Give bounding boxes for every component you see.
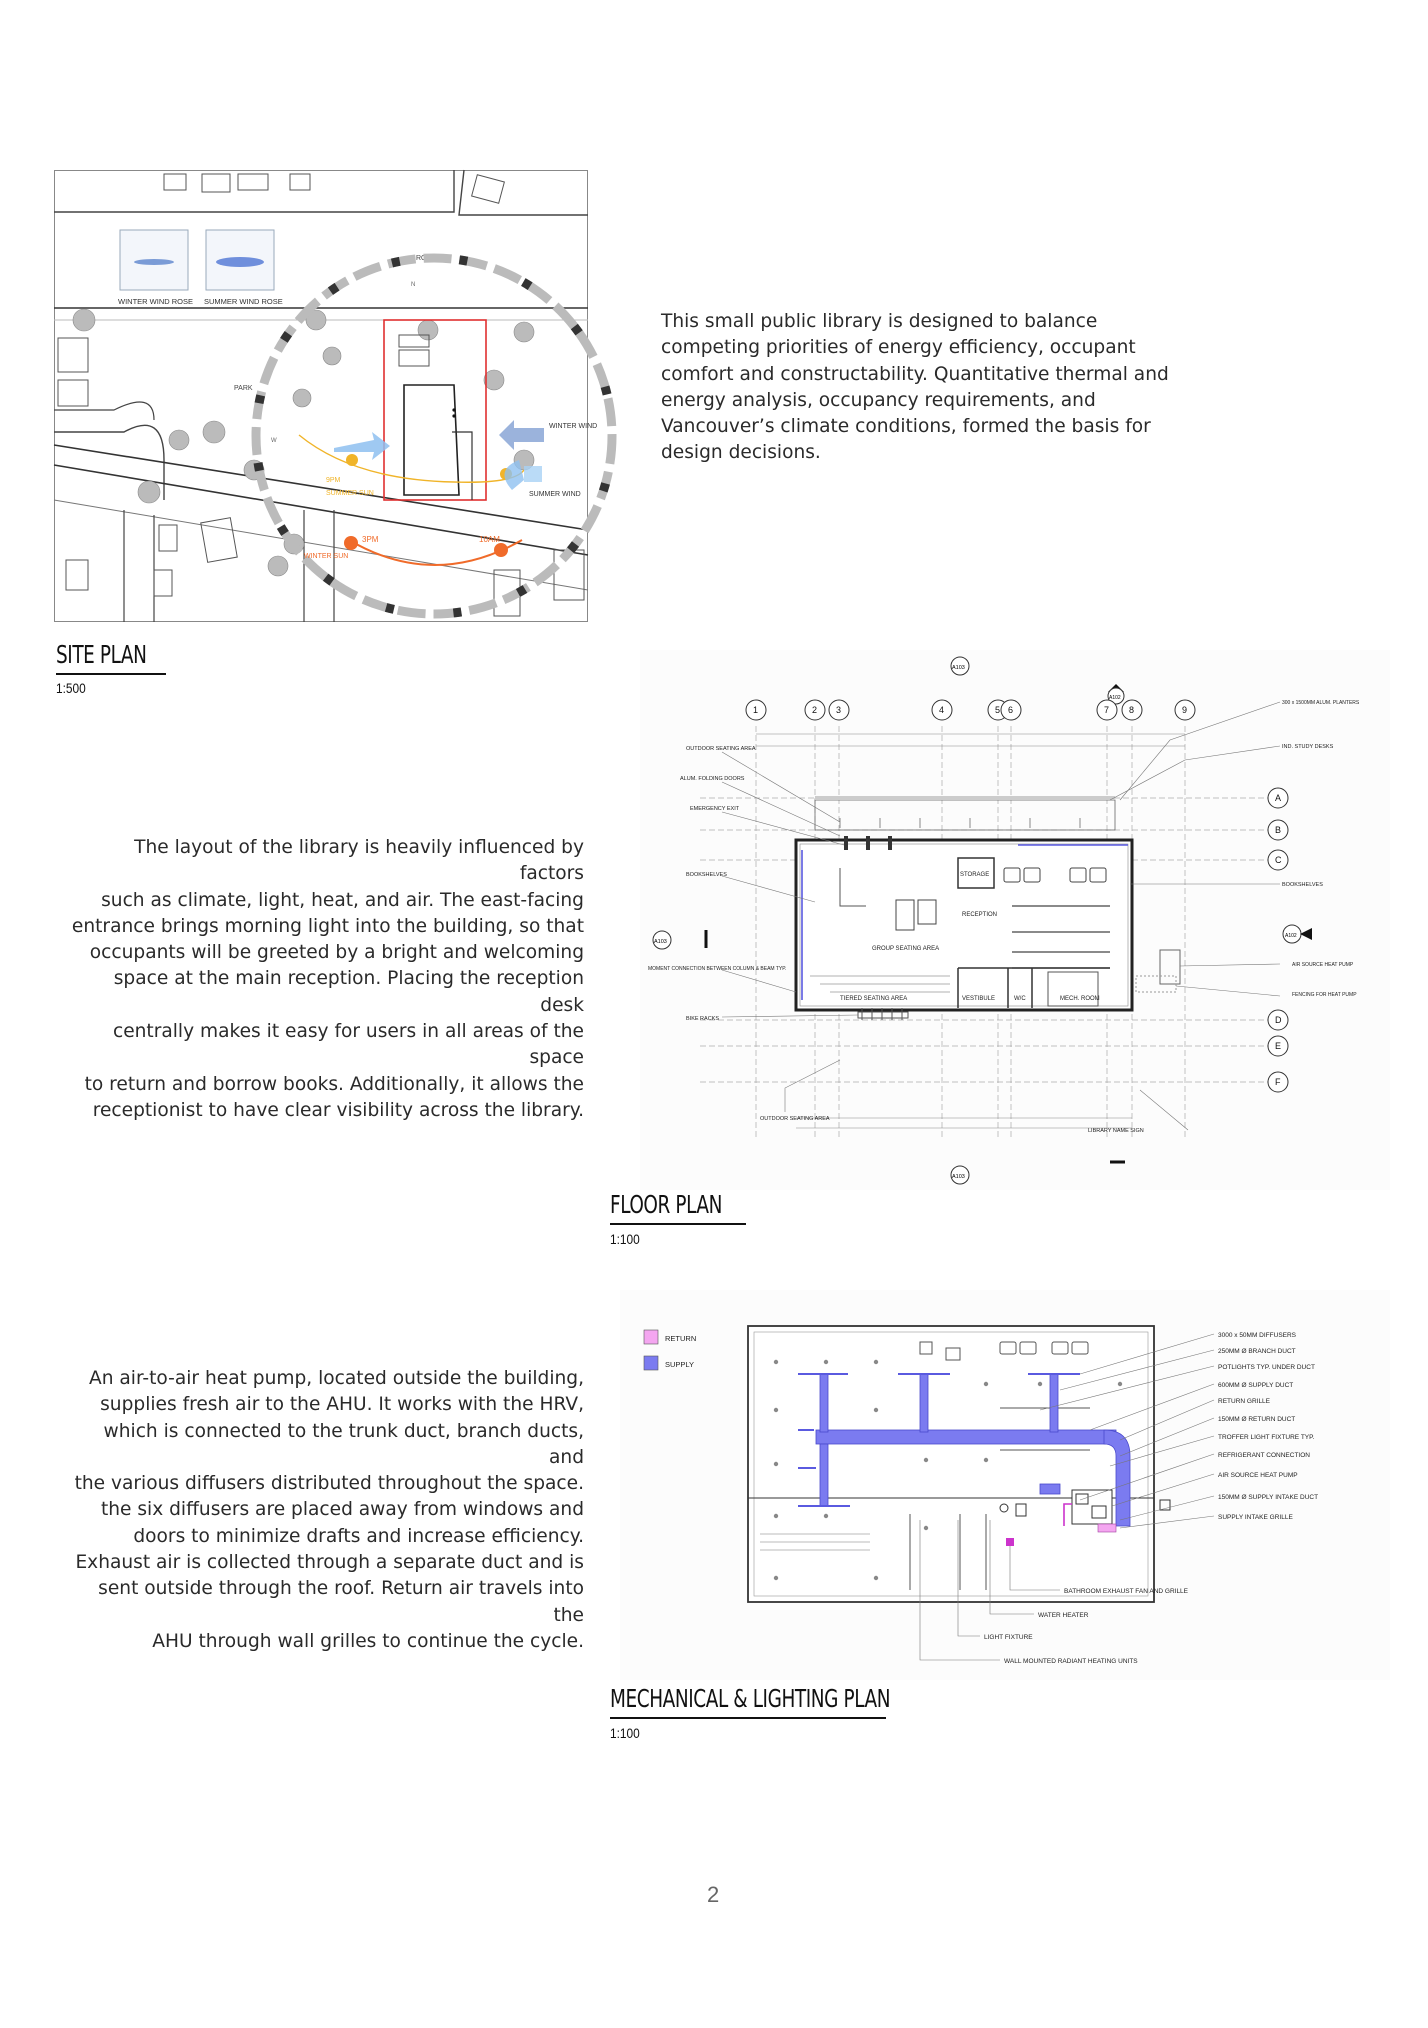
label-bookshelves-left: BOOKSHELVES — [686, 872, 727, 878]
svg-text:7: 7 — [1104, 705, 1110, 715]
label-alum-folding-doors: ALUM. FOLDING DOORS — [680, 776, 745, 782]
grid-row-c — [1268, 850, 1288, 870]
label-radiant-heating: WALL MOUNTED RADIANT HEATING UNITS — [1004, 1658, 1138, 1665]
label-bookshelves-right: BOOKSHELVES — [1282, 882, 1323, 888]
site-plan-drawing — [54, 170, 598, 622]
label-branch-duct: 250MM Ø BRANCH DUCT — [1218, 1348, 1296, 1355]
page-number: 2 — [707, 1882, 720, 1907]
ten-am-label: 10AM — [479, 535, 500, 544]
three-pm-label: 3PM — [362, 535, 379, 544]
svg-text:C: C — [1275, 855, 1282, 865]
label-water-heater: WATER HEATER — [1038, 1612, 1089, 1619]
label-return-duct: 150MM Ø RETURN DUCT — [1218, 1416, 1296, 1423]
floor-plan-title: FLOOR PLAN — [610, 1190, 723, 1219]
label-study-desks: IND. STUDY DESKS — [1282, 744, 1334, 750]
mechanical-plan-drawing — [620, 1290, 1390, 1680]
label-emergency-exit: EMERGENCY EXIT — [690, 806, 740, 812]
label-diffusers: 3000 x 50MM DIFFUSERS — [1218, 1332, 1297, 1339]
svg-text:D: D — [1275, 1015, 1282, 1025]
label-troffer: TROFFER LIGHT FIXTURE TYP. — [1218, 1434, 1315, 1441]
mechanical-plan-underline — [610, 1717, 886, 1719]
svg-text:B: B — [1275, 825, 1282, 835]
label-heat-pump: AIR SOURCE HEAT PUMP — [1218, 1472, 1298, 1479]
label-intake-duct: 150MM Ø SUPPLY INTAKE DUCT — [1218, 1494, 1319, 1501]
grid-row-b — [1268, 820, 1288, 840]
layout-paragraph: The layout of the library is heavily influenced by factors such as climate, light, heat, and air. The east-facing entrance brings morning light into the building, so that occupants will be greeted by a bright and welcoming space at the main reception. Placing the reception desk centrally makes it easy for users in all areas of the space to return and borrow books. Additionally, it allows the receptionist to have clear visibility across the library. — [71, 837, 584, 1121]
grid-col-8 — [1122, 700, 1142, 720]
grid-row-a — [1268, 788, 1288, 808]
summer-wind-rose-label: SUMMER WIND ROSE — [204, 297, 283, 306]
grid-row-e — [1268, 1036, 1288, 1056]
room-wc: W/C — [1014, 996, 1026, 1002]
label-bike-racks: BIKE RACKS — [686, 1016, 720, 1022]
section-marker-right — [1283, 925, 1301, 943]
label-potlights: POTLIGHTS TYP. UNDER DUCT — [1218, 1364, 1315, 1371]
svg-text:6: 6 — [1008, 705, 1014, 715]
floor-plan-underline — [610, 1223, 746, 1225]
grid-col-7 — [1097, 700, 1117, 720]
svg-text:A102: A102 — [1109, 695, 1121, 701]
svg-text:1: 1 — [753, 705, 759, 715]
label-supply-duct: 600MM Ø SUPPLY DUCT — [1218, 1382, 1294, 1389]
site-plan-title: SITE PLAN — [56, 640, 147, 669]
svg-text:A103: A103 — [952, 665, 965, 671]
room-group-seating: GROUP SEATING AREA — [872, 946, 940, 952]
label-library-sign: LIBRARY NAME SIGN — [1088, 1128, 1144, 1134]
svg-text:2: 2 — [812, 705, 818, 715]
summer-sun-label: SUMMER SUN — [326, 490, 374, 497]
svg-text:9: 9 — [1182, 705, 1188, 715]
label-intake-grille: SUPPLY INTAKE GRILLE — [1218, 1514, 1293, 1521]
floor-plan-drawing — [640, 650, 1390, 1190]
svg-text:A: A — [1275, 793, 1282, 803]
intro-paragraph: This small public library is designed to balance competing priorities of energy efficiency, occupant comfort and constructability. Quantitative thermal and energy analysis, occupancy requirements, and Vancouver’s climate conditions, formed the basis for design decisions. — [661, 311, 1169, 464]
mechanical-plan-title: MECHANICAL & LIGHTING PLAN — [610, 1684, 891, 1713]
west-label: W — [271, 438, 277, 444]
label-light-fixture: LIGHT FIXTURE — [984, 1634, 1033, 1641]
svg-text:4: 4 — [939, 705, 945, 715]
label-outdoor-seating-bottom: OUTDOOR SEATING AREA — [760, 1116, 830, 1122]
grid-row-f — [1268, 1072, 1288, 1092]
svg-text:F: F — [1275, 1077, 1281, 1087]
section-marker-top — [951, 657, 969, 675]
label-moment-connection: MOMENT CONNECTION BETWEEN COLUMN & BEAM TYP. — [648, 966, 787, 972]
label-refrigerant: REFRIGERANT CONNECTION — [1218, 1452, 1310, 1459]
svg-text:E: E — [1275, 1041, 1282, 1051]
winter-wind-rose-label: WINTER WIND ROSE — [118, 297, 193, 306]
svg-text:SUPPLY: SUPPLY — [665, 1360, 695, 1369]
room-vestibule: VESTIBULE — [962, 996, 996, 1002]
grid-col-1 — [746, 700, 766, 720]
nine-pm-label: 9PM — [326, 477, 341, 484]
grid-row-d — [1268, 1010, 1288, 1030]
label-alum-planters: 300 x 1500MM ALUM. PLANTERS — [1282, 700, 1360, 706]
road-label: ROAD — [416, 255, 437, 262]
grid-col-4 — [932, 700, 952, 720]
svg-text:8: 8 — [1129, 705, 1135, 715]
room-storage: STORAGE — [960, 872, 990, 878]
site-plan-scale: 1:500 — [56, 680, 86, 696]
label-outdoor-seating-top: OUTDOOR SEATING AREA — [686, 746, 756, 752]
floor-plan-scale: 1:100 — [610, 1231, 640, 1247]
svg-text:3: 3 — [836, 705, 842, 715]
label-exhaust-fan: BATHROOM EXHAUST FAN AND GRILLE — [1064, 1588, 1189, 1595]
label-return-grille: RETURN GRILLE — [1218, 1398, 1271, 1405]
site-plan-underline — [56, 673, 166, 675]
grid-col-3 — [829, 700, 849, 720]
room-tiered-seating: TIERED SEATING AREA — [840, 996, 908, 1002]
north-label: N — [411, 282, 416, 288]
svg-text:RETURN: RETURN — [665, 1334, 697, 1343]
section-marker-bottom — [951, 1166, 969, 1184]
grid-col-9 — [1175, 700, 1195, 720]
grid-col-2 — [805, 700, 825, 720]
svg-text:A102: A102 — [1285, 933, 1297, 939]
svg-text:A103: A103 — [654, 939, 667, 945]
label-air-source-heat-pump: AIR SOURCE HEAT PUMP — [1292, 962, 1354, 968]
svg-text:A103: A103 — [952, 1174, 965, 1180]
section-marker-left — [653, 931, 671, 949]
room-mech: MECH. ROOM — [1060, 996, 1100, 1002]
grid-col-6 — [1001, 700, 1021, 720]
winter-sun-label: WINTER SUN — [304, 553, 349, 560]
winter-wind-label: WINTER WIND — [549, 423, 598, 430]
park-label: PARK — [234, 385, 253, 392]
summer-wind-label: SUMMER WIND — [529, 491, 581, 498]
mechanical-paragraph: An air-to-air heat pump, located outside the building, supplies fresh air to the AHU. It works with the HRV, which is connected to the trunk duct, branch ducts, and the various diffusers distributed throughout the space. the six diffusers are placed away from windows and doors to minimize drafts and increase efficiency. Exhaust air is collected through a separate duct and is sent outside through the roof. Return air travels into the AHU through wall grilles to continue the cycle. — [74, 1368, 584, 1652]
label-fencing-heat-pump: FENCING FOR HEAT PUMP — [1292, 992, 1357, 998]
svg-text:5: 5 — [995, 705, 1001, 715]
room-reception: RECEPTION — [962, 912, 998, 918]
mechanical-plan-scale: 1:100 — [610, 1725, 640, 1741]
